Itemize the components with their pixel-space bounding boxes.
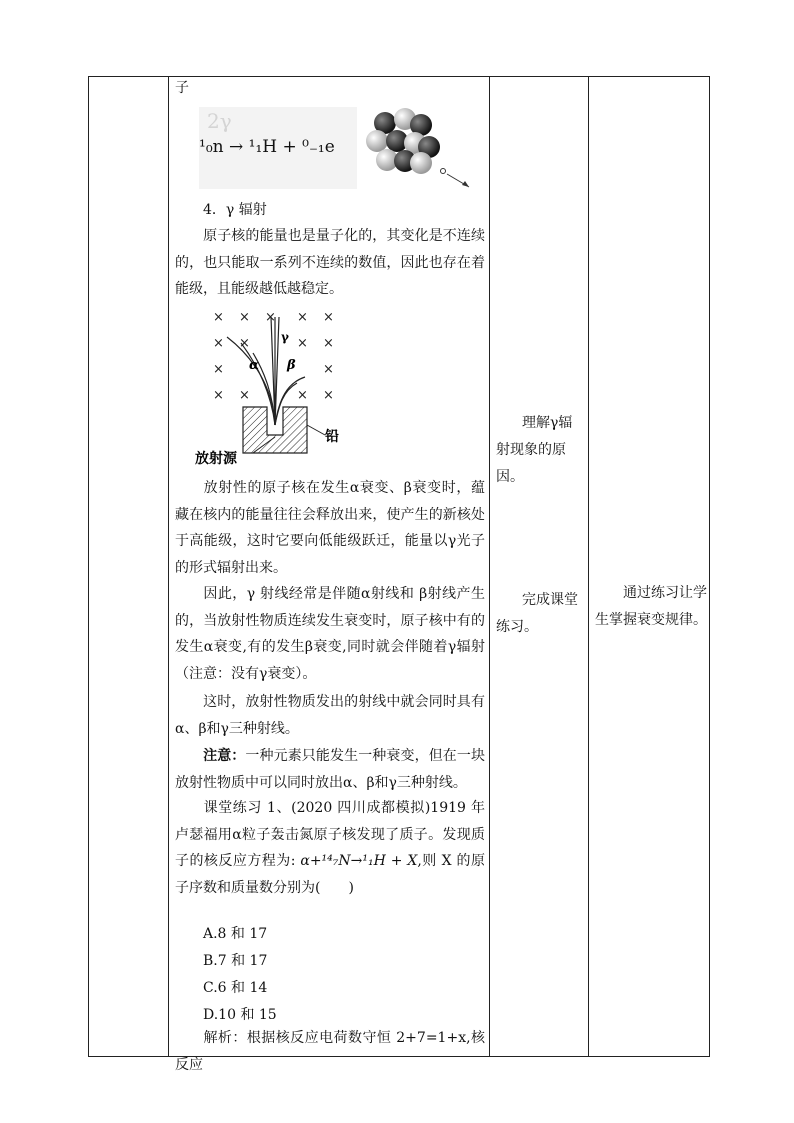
- option-a: A.8 和 17: [203, 926, 268, 942]
- svg-text:×: ×: [213, 310, 224, 325]
- paragraph-energy-levels: 原子核的能量也是量子化的，其变化是不连续的，也只能取一系列不连续的数值，因此也存在着能级，且能级越低越稳定。: [175, 228, 485, 297]
- emission-arrow-head: [462, 181, 469, 187]
- option-b: B.7 和 17: [203, 953, 268, 969]
- svg-text:×: ×: [239, 388, 250, 403]
- lesson-table: [88, 76, 710, 1073]
- beta-label: β: [287, 358, 296, 373]
- note-label: 注意：: [203, 748, 246, 764]
- proton-ball: [366, 130, 388, 152]
- svg-text:×: ×: [213, 336, 224, 351]
- svg-text:×: ×: [239, 336, 250, 351]
- lead-label: 铅: [325, 429, 339, 445]
- paragraph-exercise: 课堂练习 1、(2020 四川成都模拟)1919 年卢瑟福用α粒子轰击氮原子核发现了质子。发现质子的核反应方程为: α+¹⁴₇N→¹₁H + X,则 X 的原子序数和质量数分别为( ): [175, 800, 485, 896]
- svg-text:×: ×: [239, 310, 250, 325]
- column-student-activity: [490, 77, 589, 1057]
- svg-text:×: ×: [323, 388, 334, 403]
- analysis-text: 解析：根据核反应电荷数守恒 2+7=1+x,核反应: [175, 1030, 485, 1073]
- option-c: C.6 和 14: [203, 980, 268, 996]
- svg-text:×: ×: [297, 388, 308, 403]
- paragraph-gamma-accompany: 因此，γ 射线经常是伴随α射线和 β射线产生的，当放射性物质连续发生衰变时，原子核中有的发生α衰变,有的发生β衰变,同时就会伴随着γ辐射（注意：没有γ衰变）。: [175, 586, 485, 682]
- svg-text:×: ×: [297, 310, 308, 325]
- activity-understand-gamma: 理解γ辐射现象的原因。: [496, 415, 573, 485]
- text-fragment: 子: [175, 80, 189, 96]
- faint-background-text: 2γ: [207, 109, 232, 133]
- proton-ball: [410, 152, 432, 174]
- paragraph-note: 注意：一种元素只能发生一种衰变，但在一块放射性物质中可以同时放出α、β和γ三种射线。: [175, 748, 486, 791]
- svg-text:×: ×: [213, 362, 224, 377]
- column-design-intent: [589, 77, 710, 1057]
- svg-text:×: ×: [265, 310, 276, 325]
- svg-text:×: ×: [323, 336, 334, 351]
- activity-complete-exercise: 完成课堂练习。: [496, 592, 578, 635]
- exercise-equation: α+¹⁴₇N→¹₁H + X: [300, 853, 418, 869]
- svg-text:×: ×: [323, 310, 334, 325]
- paragraph-three-rays: 这时，放射性物质发出的射线中就会同时具有α、β和γ三种射线。: [175, 694, 485, 737]
- lead-pointer: [307, 425, 325, 435]
- source-label: 放射源: [195, 451, 237, 467]
- nuclear-equation: ¹₀n → ¹₁H + ⁰₋₁e: [199, 137, 335, 157]
- svg-text:×: ×: [297, 336, 308, 351]
- gamma-label: γ: [281, 330, 289, 344]
- alpha-label: α: [249, 358, 260, 373]
- nucleus-illustration: [357, 105, 475, 191]
- radiation-deflection-figure: [195, 307, 383, 467]
- nuclear-equation-image: [199, 107, 357, 189]
- emitted-particle: [441, 169, 446, 174]
- svg-text:×: ×: [323, 362, 334, 377]
- column-content: [169, 77, 490, 1073]
- column-empty: [89, 77, 169, 1057]
- section-heading: 4．γ 辐射: [203, 202, 267, 218]
- svg-text:×: ×: [213, 388, 224, 403]
- paragraph-gamma-origin: 放射性的原子核在发生α衰变、β衰变时，蕴藏在核内的能量往往会释放出来，使产生的新核处于高能级，这时它要向低能级跃迁，能量以γ光子的形式辐射出来。: [175, 480, 485, 576]
- option-d: D.10 和 15: [203, 1007, 277, 1023]
- intent-practice-decay: 通过练习让学生掌握衰变规律。: [595, 585, 707, 628]
